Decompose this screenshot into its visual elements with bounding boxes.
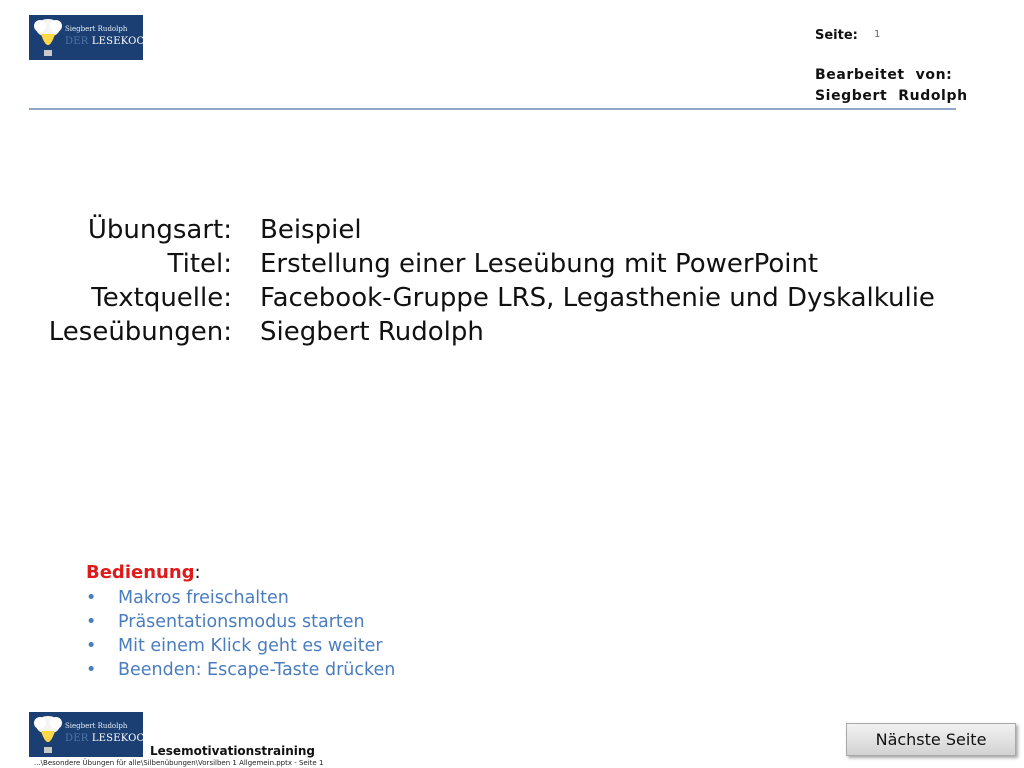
- list-item: • Präsentationsmodus starten: [86, 612, 365, 632]
- editor-name: Siegbert Rudolph: [815, 88, 968, 104]
- info-values: [260, 213, 935, 349]
- logo-name: Siegbert Rudolph: [65, 722, 128, 730]
- logo-brand: DER LESEKOCH: [65, 36, 154, 47]
- logo-name: Siegbert Rudolph: [65, 25, 128, 33]
- text-source-value: Facebook-Gruppe LRS, Legasthenie und Dyskalkulie: [260, 283, 935, 313]
- title-value: Erstellung einer Leseübung mit PowerPoint: [260, 249, 819, 279]
- chef-hat-bulb-icon: [31, 16, 65, 60]
- next-page-button[interactable]: Nächste Seite: [846, 723, 1016, 756]
- list-item: • Makros freischalten: [86, 588, 289, 608]
- page-number: 1: [874, 29, 881, 40]
- page-label: Seite:: [815, 28, 858, 43]
- footer-file-path: ...\Besondere Übungen für alle\Silbenübungen\Vorsilben 1 Allgemein.pptx - Seite 1: [34, 759, 324, 767]
- operation-list: [86, 586, 395, 682]
- exercise-type-label: Übungsart:: [87, 215, 232, 245]
- info-labels: [49, 213, 232, 349]
- chef-hat-bulb-icon: [31, 713, 65, 757]
- list-item: • Beenden: Escape-Taste drücken: [86, 660, 396, 680]
- text-source-label: Textquelle:: [91, 283, 232, 313]
- exercise-type-value: Beispiel: [260, 215, 362, 245]
- reading-exercises-label: Leseübungen:: [48, 317, 232, 347]
- operation-heading: Bedienung:: [86, 562, 201, 583]
- reading-exercises-value: Siegbert Rudolph: [260, 317, 484, 347]
- logo-brand: DER LESEKOCH: [65, 733, 154, 744]
- lesekoch-logo: [29, 15, 154, 60]
- list-item: • Mit einem Klick geht es weiter: [86, 636, 383, 656]
- footer-title: Lesemotivationstraining: [150, 744, 316, 758]
- edited-by-label: Bearbeitet von:: [815, 67, 953, 83]
- header-divider: [29, 108, 956, 110]
- footer-lesekoch-logo: [29, 712, 154, 757]
- title-label: Titel:: [167, 249, 232, 279]
